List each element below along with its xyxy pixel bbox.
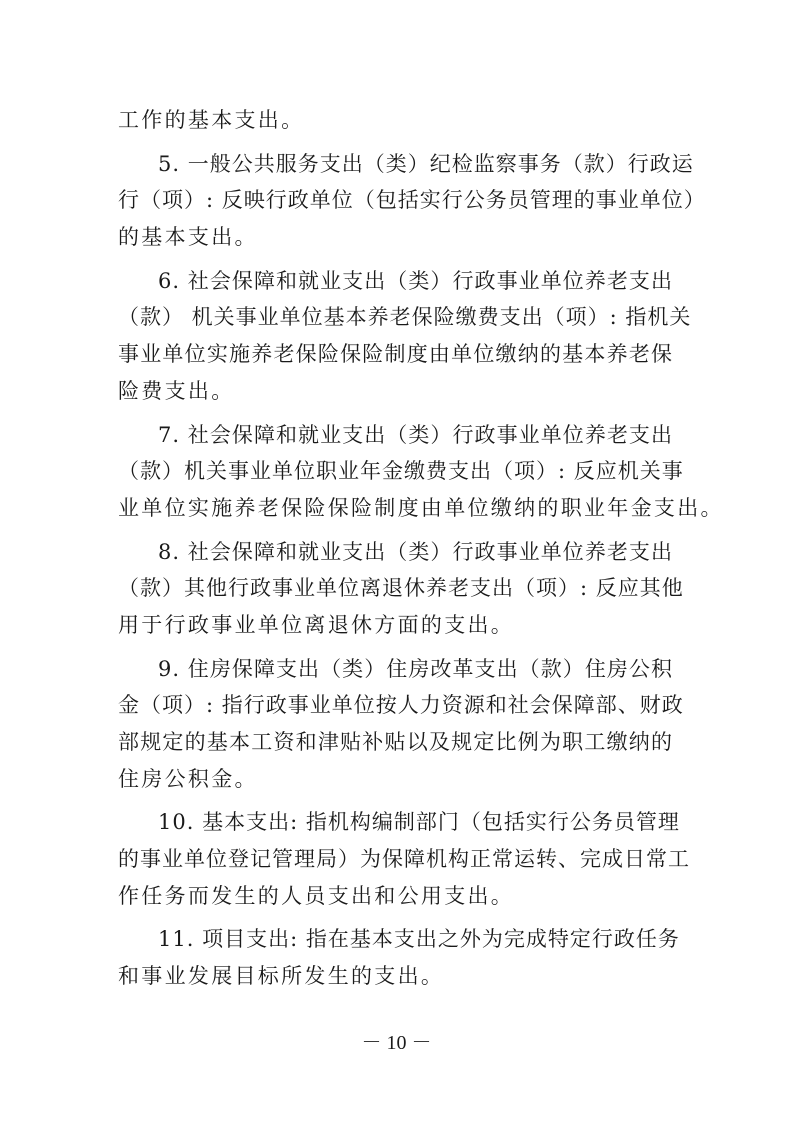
text-line: 行（项）: 反映行政单位（包括实行公务员管理的事业单位） [118, 188, 706, 213]
text-line: 作任务而发生的人员支出和公用支出。 [118, 883, 515, 908]
document-body [118, 102, 724, 995]
text-line: （款）其他行政事业单位离退休养老支出（项）: 反应其他 [118, 576, 684, 601]
text-line: 金（项）: 指行政事业单位按人力资源和社会保障部、财政 [118, 693, 684, 718]
paragraph [118, 417, 724, 527]
text-line: 业单位实施养老保险保险制度由单位缴纳的职业年金支出。 [118, 495, 724, 520]
text-line: （款）机关事业单位职业年金缴费支出（项）: 反应机关事 [118, 459, 684, 484]
text-line: （款） 机关事业单位基本养老保险缴费支出（项）: 指机关 [118, 305, 692, 330]
text-line: 11. 项目支出: 指在基本支出之外为完成特定行政任务 [158, 927, 680, 952]
paragraph [118, 102, 673, 139]
paragraph [118, 651, 684, 798]
text-line: 8. 社会保障和就业支出（类）行政事业单位养老支出 [158, 539, 673, 564]
paragraph [118, 534, 684, 644]
text-line: 7. 社会保障和就业支出（类）行政事业单位养老支出 [158, 422, 673, 447]
text-line: 险费支出。 [118, 378, 235, 403]
text-line: 工作的基本支出。 [118, 108, 305, 132]
page-number: － 10 － [361, 1032, 432, 1054]
text-line: 6. 社会保障和就业支出（类）行政事业单位养老支出 [158, 268, 673, 293]
paragraph [118, 921, 680, 994]
text-line: 部规定的基本工资和津贴补贴以及规定比例为职工缴纳的 [118, 730, 673, 754]
text-line: 和事业发展目标所发生的支出。 [118, 964, 445, 989]
paragraph [118, 804, 690, 914]
text-line: 的事业单位登记管理局）为保障机构正常运转、完成日常工 [118, 847, 690, 872]
text-line: 用于行政事业单位离退休方面的支出。 [118, 612, 515, 637]
text-line: 事业单位实施养老保险保险制度由单位缴纳的基本养老保 [118, 342, 673, 367]
paragraph [118, 263, 692, 410]
text-line: 9. 住房保障支出（类）住房改革支出（款）住房公积 [158, 656, 673, 681]
text-line: 5. 一般公共服务支出（类）纪检监察事务（款）行政运 [158, 151, 694, 176]
paragraph [118, 146, 706, 256]
text-line: 住房公积金。 [118, 766, 258, 791]
text-line: 10. 基本支出: 指机构编制部门（包括实行公务员管理 [158, 810, 680, 835]
text-line: 的基本支出。 [118, 225, 258, 250]
